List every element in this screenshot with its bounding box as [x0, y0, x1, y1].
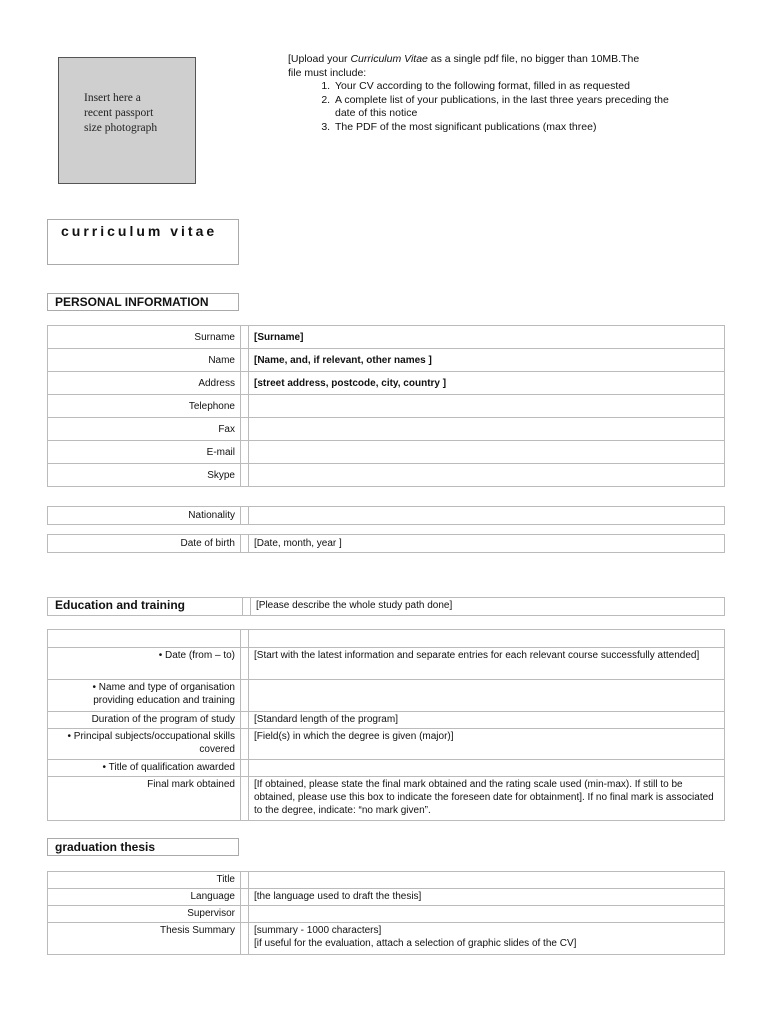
telephone-field[interactable] [249, 395, 725, 418]
nationality-field[interactable] [249, 507, 725, 525]
skype-label: Skype [48, 464, 241, 487]
education-header-table [47, 597, 725, 616]
table-row [48, 889, 725, 906]
education-table [47, 629, 725, 821]
qualification-label: • Title of qualification awarded [48, 760, 241, 777]
thesis-summary-field[interactable] [249, 923, 725, 955]
upload-item: 3. The PDF of the most significant publications (max three) [333, 121, 688, 135]
table-row [48, 923, 725, 955]
upload-instructions [288, 53, 688, 134]
table-row [48, 648, 725, 680]
address-label: Address [48, 372, 241, 395]
education-blank-field[interactable] [249, 630, 725, 648]
thesis-header: graduation thesis [47, 838, 239, 856]
thesis-summary-line: [summary - 1000 characters] [254, 925, 382, 936]
table-row [48, 712, 725, 729]
qualification-field[interactable] [249, 760, 725, 777]
dob-table [47, 534, 725, 553]
table-row [48, 418, 725, 441]
telephone-label: Telephone [48, 395, 241, 418]
duration-label: Duration of the program of study [48, 712, 241, 729]
thesis-table [47, 871, 725, 955]
thesis-summary-label: Thesis Summary [48, 923, 241, 955]
upload-item: 2. A complete list of your publications, in the last three years preceding the date of this notice [333, 94, 688, 121]
table-row [48, 729, 725, 760]
education-header: Education and training [48, 598, 243, 616]
subjects-label: • Principal subjects/occupational skills covered [48, 729, 241, 760]
table-row [48, 777, 725, 821]
organisation-label: • Name and type of organisation providing education and training [48, 680, 241, 712]
personal-info-header: PERSONAL INFORMATION [47, 293, 239, 311]
upload-lead: [Upload your Curriculum Vitae as a single pdf file, no bigger than 10MB.The file must include: [288, 53, 640, 79]
final-mark-label: Final mark obtained [48, 777, 241, 821]
surname-field[interactable]: [Surname] [249, 326, 725, 349]
table-row [48, 326, 725, 349]
fax-field[interactable] [249, 418, 725, 441]
table-row [48, 372, 725, 395]
dob-field[interactable]: [Date, month, year ] [249, 535, 725, 553]
table-row [48, 906, 725, 923]
photo-placeholder-text: Insert here a recent passport size photograph [84, 92, 158, 134]
email-field[interactable] [249, 441, 725, 464]
table-row [48, 441, 725, 464]
thesis-slides-line: [if useful for the evaluation, attach a selection of graphic slides of the CV] [254, 938, 577, 949]
name-field[interactable]: [Name, and, if relevant, other names ] [249, 349, 725, 372]
table-row [48, 535, 725, 553]
supervisor-label: Supervisor [48, 906, 241, 923]
education-header-value: [Please describe the whole study path done] [251, 598, 725, 616]
thesis-title-field[interactable] [249, 872, 725, 889]
dob-label: Date of birth [48, 535, 241, 553]
duration-field[interactable]: [Standard length of the program] [249, 712, 725, 729]
address-field[interactable]: [street address, postcode, city, country ] [249, 372, 725, 395]
skype-field[interactable] [249, 464, 725, 487]
supervisor-field[interactable] [249, 906, 725, 923]
nationality-label: Nationality [48, 507, 241, 525]
thesis-language-field[interactable]: [the language used to draft the thesis] [249, 889, 725, 906]
table-row [48, 507, 725, 525]
photo-placeholder[interactable] [58, 57, 196, 184]
cv-title-box [47, 219, 239, 265]
date-from-to-field[interactable]: [Start with the latest information and separate entries for each relevant course successfully attended] [249, 648, 725, 680]
personal-info-table [47, 325, 725, 487]
nationality-table [47, 506, 725, 525]
thesis-title-label: Title [48, 872, 241, 889]
table-row [48, 395, 725, 418]
table-row [48, 680, 725, 712]
table-row [48, 598, 725, 616]
cv-title: curriculum vitae [61, 223, 218, 239]
organisation-field[interactable] [249, 680, 725, 712]
table-row [48, 349, 725, 372]
table-row [48, 872, 725, 889]
upload-list [288, 80, 688, 134]
subjects-field[interactable]: [Field(s) in which the degree is given (major)] [249, 729, 725, 760]
table-row [48, 630, 725, 648]
upload-item: 1. Your CV according to the following format, filled in as requested [333, 80, 688, 94]
final-mark-field[interactable]: [If obtained, please state the final mark obtained and the rating scale used (min-max). If still to be obtained, please use this box to indicate the foreseen date for obtainment]. If no final mark is associated to the degree, indicate: “no mark given”. [249, 777, 725, 821]
surname-label: Surname [48, 326, 241, 349]
table-row [48, 464, 725, 487]
table-row [48, 760, 725, 777]
fax-label: Fax [48, 418, 241, 441]
date-from-to-label: • Date (from – to) [48, 648, 241, 680]
thesis-language-label: Language [48, 889, 241, 906]
name-label: Name [48, 349, 241, 372]
email-label: E-mail [48, 441, 241, 464]
